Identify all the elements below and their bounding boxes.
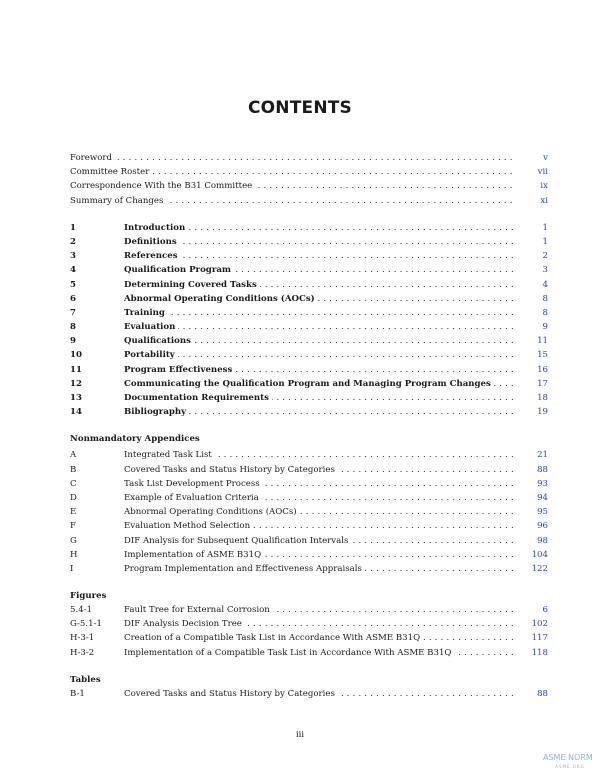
entry-label <box>124 687 514 701</box>
entry-title: Covered Tasks and Status History by Categories <box>124 689 338 699</box>
entry-label <box>124 603 514 617</box>
appendix-entry[interactable] <box>70 477 548 491</box>
page-link[interactable]: 98 <box>537 535 548 546</box>
entry-label <box>124 463 514 477</box>
entry-label <box>124 448 514 462</box>
entry-label <box>70 151 514 165</box>
page-link[interactable]: 95 <box>537 507 548 518</box>
entry-label <box>124 562 514 576</box>
page-link[interactable]: 18 <box>537 393 548 403</box>
entry-title: Definitions <box>124 237 180 247</box>
page-link[interactable]: 88 <box>537 688 548 699</box>
chapter-entry[interactable] <box>70 377 548 391</box>
table-entry[interactable] <box>70 687 548 701</box>
entry-label <box>124 519 514 533</box>
entry-number: 7 <box>70 307 76 318</box>
page-link[interactable]: 19 <box>537 407 548 418</box>
page-link[interactable]: 117 <box>531 633 548 644</box>
entry-number: 11 <box>70 364 82 375</box>
appendix-entry[interactable] <box>70 519 548 533</box>
chapter-entry[interactable] <box>70 278 548 292</box>
chapter-entry[interactable] <box>70 292 548 306</box>
page-link[interactable]: 88 <box>537 464 548 475</box>
entry-label <box>124 263 514 277</box>
entry-number: H-3-1 <box>70 633 95 644</box>
entry-label <box>124 278 514 292</box>
entry-number: 5.4-1 <box>70 605 93 616</box>
entry-title: Evaluation Method Selection <box>124 521 253 531</box>
chapter-entry[interactable] <box>70 391 548 405</box>
page-link[interactable]: 1 <box>542 236 548 247</box>
front-matter-list <box>70 151 548 208</box>
entry-title: Evaluation <box>124 322 178 332</box>
chapter-entry[interactable] <box>70 320 548 334</box>
entry-title: Foreword <box>70 153 115 163</box>
front-matter-entry[interactable] <box>70 179 548 193</box>
entry-number: E <box>70 507 77 518</box>
entry-label <box>124 534 514 548</box>
entry-number: 3 <box>70 251 76 262</box>
entry-number: 6 <box>70 293 76 304</box>
appendix-entry[interactable] <box>70 491 548 505</box>
entry-number: 5 <box>70 279 76 290</box>
entry-title: Creation of a Compatible Task List in Accordance With ASME B31Q <box>124 633 423 643</box>
entry-number: 1 <box>70 222 76 233</box>
entry-label <box>124 505 514 519</box>
page-link[interactable]: 93 <box>537 478 548 489</box>
page-link[interactable]: 118 <box>531 647 548 658</box>
watermark-logo <box>543 753 597 771</box>
entry-label <box>124 405 514 419</box>
page-link[interactable]: 102 <box>531 619 548 630</box>
entry-number: 14 <box>70 407 82 418</box>
entry-label <box>124 548 514 562</box>
entry-number: 8 <box>70 322 76 333</box>
entry-title: DIF Analysis Decision Tree <box>124 619 245 629</box>
chapter-entry[interactable] <box>70 348 548 362</box>
figure-list <box>70 603 548 660</box>
figure-entry[interactable] <box>70 617 548 631</box>
chapter-list <box>70 221 548 420</box>
entry-title: Implementation of a Compatible Task List in Accordance With ASME B31Q <box>124 648 454 658</box>
entry-label <box>124 391 514 405</box>
table-of-contents <box>70 151 548 701</box>
watermark-sub: ASME.ORG <box>555 764 585 769</box>
table-list <box>70 687 548 701</box>
entry-number: 2 <box>70 236 76 247</box>
entry-number: 12 <box>70 378 82 389</box>
entry-number: D <box>70 492 77 503</box>
entry-title: Implementation of ASME B31Q <box>124 550 264 560</box>
entry-label <box>70 194 514 208</box>
page-link[interactable]: 104 <box>531 549 548 560</box>
entry-number: A <box>70 450 77 461</box>
entry-label <box>70 179 514 193</box>
entry-label <box>124 646 514 660</box>
page-link[interactable]: v <box>543 153 548 163</box>
entry-number: B-1 <box>70 688 85 699</box>
chapter-entry[interactable] <box>70 363 548 377</box>
chapter-entry[interactable] <box>70 221 548 235</box>
entry-label <box>124 491 514 505</box>
chapter-entry[interactable] <box>70 306 548 320</box>
entry-title: Introduction <box>124 223 188 233</box>
entry-number: H <box>70 549 78 560</box>
front-matter-entry[interactable] <box>70 194 548 208</box>
entry-title: Qualification Program <box>124 265 234 275</box>
entry-title: Program Implementation and Effectiveness Appraisals <box>124 564 365 574</box>
entry-title: Summary of Changes <box>70 196 166 206</box>
entry-title: Qualifications <box>124 336 194 346</box>
entry-label <box>124 320 514 334</box>
page-link[interactable]: 9 <box>542 322 548 333</box>
page-link[interactable]: 21 <box>537 450 548 461</box>
entry-label <box>124 631 514 645</box>
entry-label <box>70 165 514 179</box>
page-link[interactable]: 2 <box>542 251 548 262</box>
page-link[interactable]: ix <box>540 181 548 192</box>
entry-number: 9 <box>70 336 76 347</box>
page-link[interactable]: 15 <box>537 350 548 361</box>
entry-number: 4 <box>70 265 76 276</box>
entry-label <box>124 249 514 263</box>
entry-label <box>124 477 514 491</box>
entry-title: Training <box>124 308 168 318</box>
figures-heading: Figures <box>70 591 107 602</box>
entry-label <box>124 377 514 391</box>
page-title: CONTENTS <box>247 98 353 118</box>
chapter-entry[interactable] <box>70 235 548 249</box>
page-link[interactable]: 96 <box>537 521 548 532</box>
entry-title: Committee Roster <box>70 167 152 177</box>
appendix-entry[interactable] <box>70 505 548 519</box>
entry-label <box>124 306 514 320</box>
entry-title: Abnormal Operating Conditions (AOCs) <box>124 294 318 304</box>
appendices-heading: Nonmandatory Appendices <box>70 434 200 445</box>
entry-title: Determining Covered Tasks <box>124 280 260 290</box>
chapter-entry[interactable] <box>70 405 548 419</box>
entry-label <box>124 334 514 348</box>
entry-number: B <box>70 464 77 475</box>
appendix-entry[interactable] <box>70 448 548 462</box>
entry-number: 13 <box>70 393 82 403</box>
figure-entry[interactable] <box>70 646 548 660</box>
chapter-entry[interactable] <box>70 263 548 277</box>
entry-number: F <box>70 521 76 532</box>
page-link[interactable]: 4 <box>542 279 548 290</box>
entry-label <box>124 235 514 249</box>
page-link[interactable]: 8 <box>542 307 548 318</box>
page-link[interactable]: 3 <box>542 265 548 276</box>
page-link[interactable]: 17 <box>537 378 548 389</box>
entry-title: Integrated Task List <box>124 450 215 460</box>
entry-number: 10 <box>70 350 82 361</box>
page-link[interactable]: 122 <box>531 563 548 574</box>
entry-title: Correspondence With the B31 Committee <box>70 181 255 191</box>
chapter-entry[interactable] <box>70 334 548 348</box>
chapter-entry[interactable] <box>70 249 548 263</box>
figure-entry[interactable] <box>70 603 548 617</box>
entry-title: Covered Tasks and Status History by Categories <box>124 465 338 475</box>
entry-number: I <box>70 563 74 574</box>
figure-entry[interactable] <box>70 631 548 645</box>
entry-title: Documentation Requirements <box>124 393 272 403</box>
appendix-entry[interactable] <box>70 548 548 562</box>
page-link[interactable]: 8 <box>542 293 548 304</box>
appendix-entry[interactable] <box>70 562 548 576</box>
entry-title: Bibliography <box>124 407 189 417</box>
page-link[interactable]: xi <box>540 195 548 206</box>
entry-title: Communicating the Qualification Program and Managing Program Changes <box>124 379 494 389</box>
entry-label <box>124 363 514 377</box>
entry-title: DIF Analysis for Subsequent Qualification Intervals <box>124 536 351 546</box>
entry-title: Fault Tree for External Corrosion <box>124 605 273 615</box>
entry-title: Task List Development Process <box>124 479 263 489</box>
front-matter-entry[interactable] <box>70 165 548 179</box>
page-link[interactable]: 94 <box>537 492 548 503</box>
front-matter-entry[interactable] <box>70 151 548 165</box>
entry-label <box>124 348 514 362</box>
tables-heading: Tables <box>70 674 101 685</box>
entry-label <box>124 617 514 631</box>
entry-number: G <box>70 535 77 546</box>
page-link[interactable]: 11 <box>537 336 548 347</box>
appendix-list <box>70 448 548 576</box>
page-link[interactable]: 16 <box>537 364 548 375</box>
entry-title: Example of Evaluation Criteria <box>124 493 262 503</box>
appendix-entry[interactable] <box>70 463 548 477</box>
appendix-entry[interactable] <box>70 534 548 548</box>
entry-label <box>124 221 514 235</box>
entry-title: References <box>124 251 181 261</box>
entry-number: C <box>70 478 77 489</box>
entry-number: H-3-2 <box>70 647 95 658</box>
watermark-main: ASME NORM <box>543 753 593 762</box>
page-number: iii <box>295 730 305 740</box>
page-link[interactable]: 1 <box>542 222 548 233</box>
entry-title: Program Effectiveness <box>124 365 235 375</box>
page-link[interactable]: 6 <box>542 605 548 616</box>
entry-number: G-5.1-1 <box>70 619 102 630</box>
page-link[interactable]: vii <box>537 167 548 178</box>
entry-title: Portability <box>124 350 178 360</box>
entry-label <box>124 292 514 306</box>
entry-title: Abnormal Operating Conditions (AOCs) <box>124 507 300 517</box>
